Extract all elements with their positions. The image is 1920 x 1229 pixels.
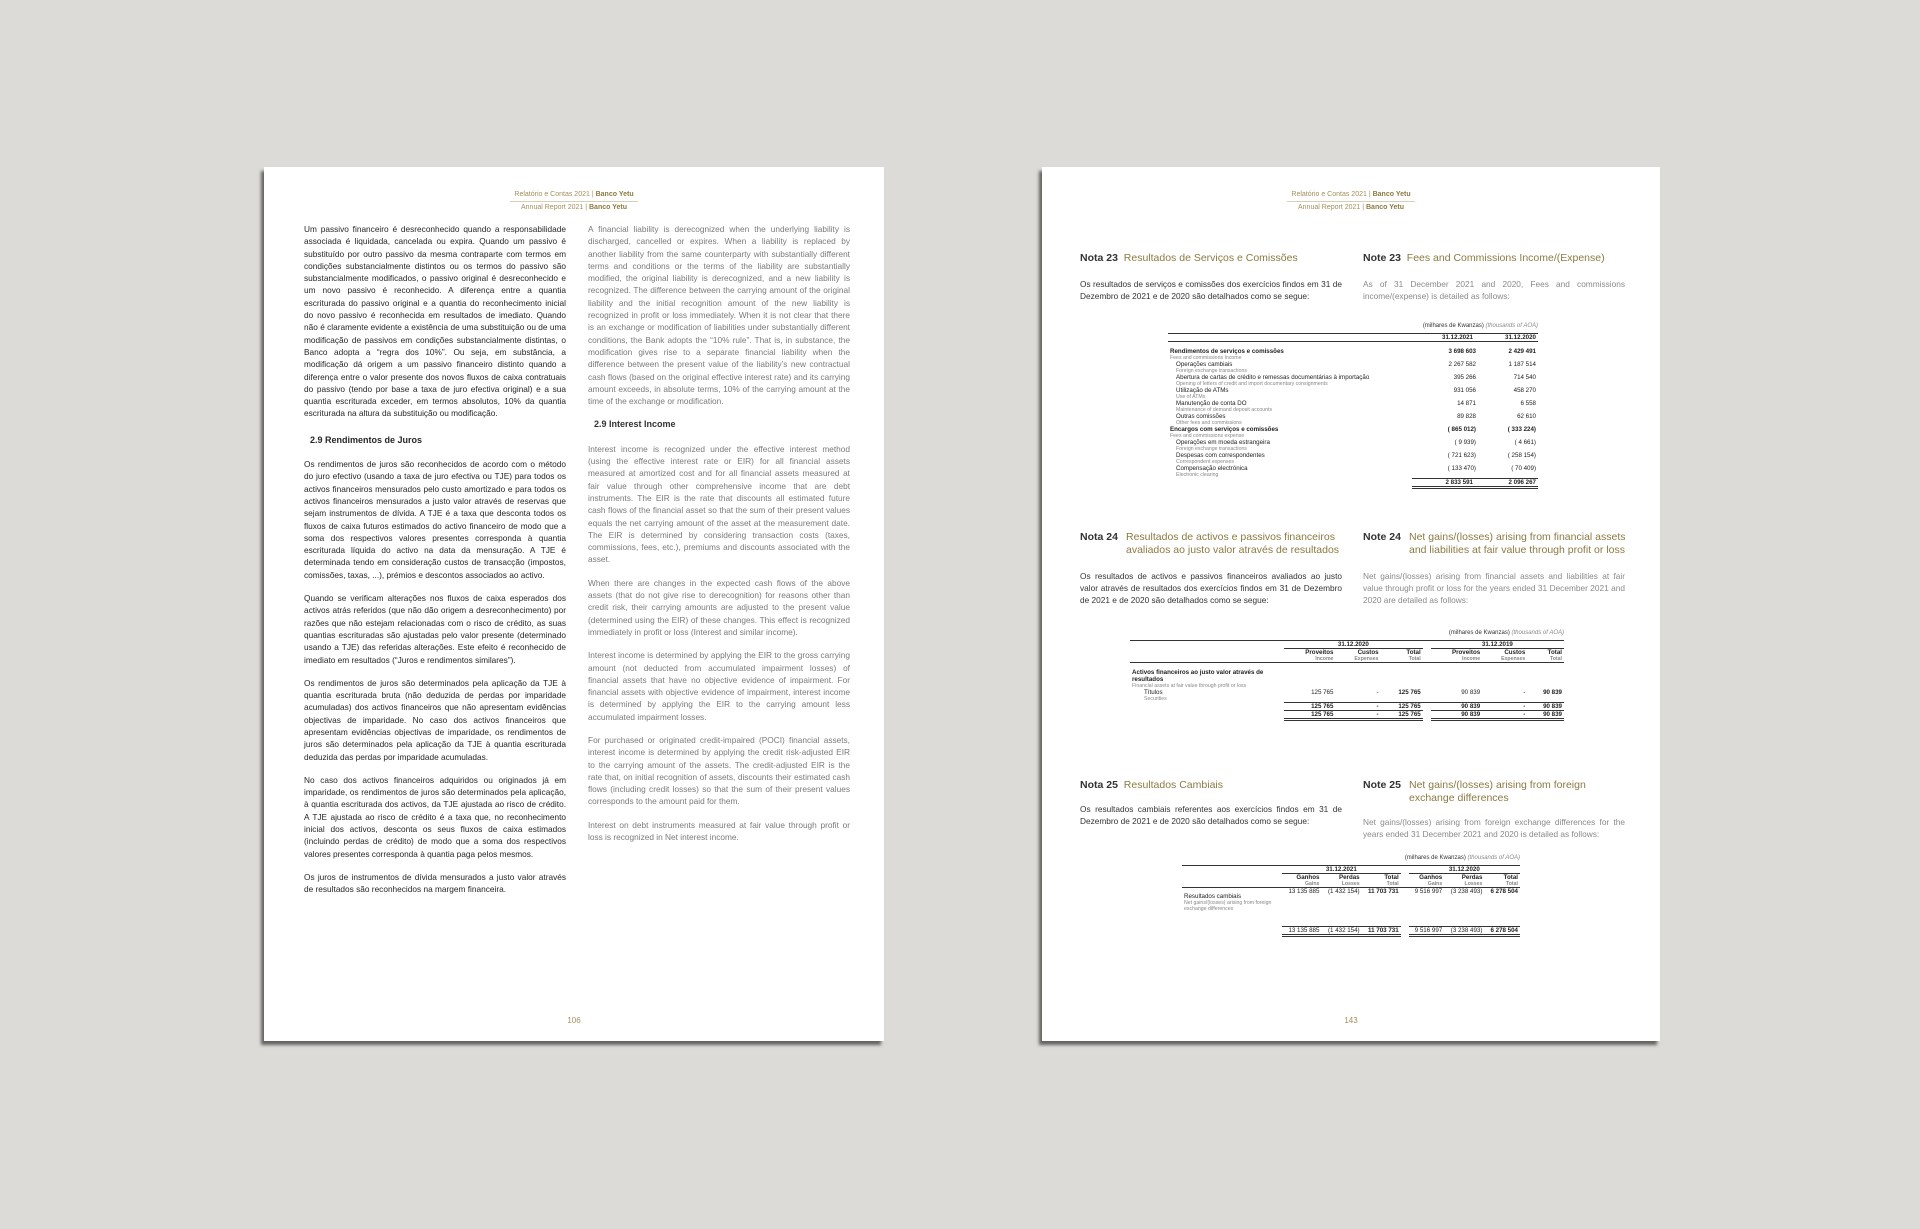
- page-number: 106: [567, 1016, 581, 1025]
- table-row: Despesas com correspondentes Correspondent expenses ( 721 623) ( 258 154): [1176, 452, 1536, 465]
- table-row: Encargos com serviços e comissões Fees and commissions expense ( 865 012) ( 333 224): [1170, 426, 1536, 439]
- note24-title-pt: Nota 24 Resultados de activos e passivos financeiros avaliados ao justo valor através de resultados: [1080, 531, 1340, 556]
- note25-title-en: Note 25 Net gains/(losses) arising from foreign exchange differences: [1363, 779, 1586, 804]
- paragraph: Interest income is recognized under the effective interest method (using the effective interest rate or EIR) for all financial assets measured at amortized cost and for all financial assets measured at fair value through other comprehensive income that are debt instruments. The EIR is the rate that discounts all estimated future cash flows of the financial asset so that the sum of their present values equals the net carrying amount of the asset at the measurement date. The EIR is determined by considering transaction costs (taxes, commissions, fees, etc.), premiums and discounts associated with the asset.: [588, 443, 850, 565]
- table-row: Outras comissões Other fees and commissions 89 828 62 610: [1176, 413, 1536, 426]
- note25-intro-en: Net gains/(losses) arising from foreign exchange differences for the years ended 31 December 2021 and 2020 is detailed as follows:: [1363, 817, 1625, 840]
- note23-intro-en: As of 31 December 2021 and 2020, Fees and commissions income/(expense) is detailed as follows:: [1363, 279, 1625, 302]
- note24-intro-en: Net gains/(losses) arising from financial assets and liabilities at fair value through profit or loss for the years ended 31 December 2021 and 2020 are detailed as follows:: [1363, 571, 1625, 606]
- note23-title-pt: Nota 23 Resultados de Serviços e Comissões: [1080, 252, 1298, 264]
- table-row: 125 765 - 125 765 90 839 - 90 839: [1130, 702, 1564, 710]
- table-row: 13 135 885 (1 432 154) 11 703 731 9 516 997 (3 238 493) 6 278 504: [1182, 926, 1520, 935]
- table-row: Manutenção de conta DO Maintenance of demand deposit accounts 14 871 6 558: [1176, 400, 1536, 413]
- paragraph: Interest income is determined by applying the EIR to the gross carrying amount (not deducted from accumulated impairment losses) of financial assets that have no objective evidence of impairment. For financial assets with objective evidence of impairment, interest income is determined by applying the EIR to the carrying amount less accumulated impairment losses.: [588, 650, 850, 722]
- page-header: Relatório e Contas 2021 | Banco Yetu Annual Report 2021 | Banco Yetu: [1042, 189, 1660, 214]
- section-heading-pt: 2.9 Rendimentos de Juros: [310, 434, 423, 445]
- paragraph: A financial liability is derecognized when the underlying liability is discharged, cancelled or expires. When a liability is replaced by another liability from the same counterparty with substantially different terms and conditions or the terms of the liability are substantially modified, the original liability is derecognized, and a new liability is recognized. The difference between the carrying amount of the original liability and the initial recognition amount of the new liability is recognized in profit or loss immediately. When it is not clear that there is an exchange or modification of liabilities under substantially different conditions, the Bank adopts the “10% rule”. That is, in substance, the modification gives rise to a separate financial liability when the difference between the present value of the liability’s new contractual cash flows (based on the original effective interest rate) and its carrying amount exceeds, in absolute terms, 10% of the carrying amount at the time of the exchange or modification.: [588, 224, 850, 407]
- paragraph: Os rendimentos de juros são determinados pela aplicação da TJE à quantia escriturada bruta (não deduzida de perdas por imparidade acumuladas) dos activos financeiros que não apresentam evidências objectivas de imparidade. No caso dos activos financeiros que apresentam evidências objectivas de imparidade, os rendimentos de juros são determinados pela aplicação da TJE à quantia escriturada deduzida das perdas por imparidade acumuladas.: [304, 677, 566, 762]
- paragraph: Os juros de instrumentos de dívida mensurados a justo valor através de resultados são reconhecidos na margem financeira.: [304, 871, 566, 895]
- note25-title-pt: Nota 25 Resultados Cambiais: [1080, 779, 1223, 791]
- note25-intro-pt: Os resultados cambiais referentes aos exercícios findos em 31 de Dezembro de 2021 e de 2020 são detalhados como se segue:: [1080, 804, 1342, 827]
- section-heading-en: 2.9 Interest Income: [594, 419, 676, 430]
- english-column: [588, 223, 850, 854]
- right-page: [1042, 167, 1660, 1041]
- table-row: Abertura de cartas de crédito e remessas documentárias à importação Opening of letters of credit and import documentary consignments 395 266 714 540: [1176, 374, 1536, 387]
- table-row: Títulos Securities 125 765 - 125 765 90 839 - 90 839: [1144, 689, 1562, 702]
- note25-table: (milhares de Kwanzas) (thousands of AOA) 31.12.2021 31.12.2020 Ganhos Gains Perdas Losses Total Total Ganhos Gains Perdas Losses Total Total Resultados cambiais Net gains/(losses) arising from foreign exchange differences 13 135 885 (1 432 154) 11 703 731 9 516 997 (3 238 493) 6 278 504 13 135 885 (1 432 154) 11 703 731 9 516 997 (3 238 493) 6 278 504: [1184, 855, 1520, 934]
- note23-table: (milhares de Kwanzas) (thousands of AOA) 31.12.2021 31.12.2020 Rendimentos de serviços e comissões Fees and commissions Income 3 698 603 2 429 491 Operações cambiais Foreign exchange transactions 2 267 582 1 187 514 Abertura de cartas de crédito e remessas documentárias à importação Opening of letters of credit and import documentary consignments 395 266 714 540 Utilização de ATMs Use of ATMs 931 056 458 270 Manutenção de conta DO Maintenance of demand deposit accounts 14 871 6 558 Outras comissões Other fees and commissions 89 828 62 610 Encargos com serviços e comissões Fees and commissions expense ( 865 012) ( 333 224) Operações em moeda estrangeira Foreign exchange transactions ( 9 939) ( 4 661) Despesas com correspondentes Correspondent expenses ( 721 623) ( 258 154) Compensação electrónica Electronic clearing ( 133 470) ( 70 409) 2 833 591 2 096 267: [1170, 323, 1538, 486]
- paragraph: Um passivo financeiro é desreconhecido quando a responsabilidade associada é liquidada, cancelada ou expira. Quando um passivo é substituído por outro passivo da mesma contraparte com termos em condições substancialmente distintos ou os termos do passivo são substancialmente modificados, o passivo original é desreconhecido e um novo passivo é reconhecido. A diferença entre a quantia escriturada do passivo original e a quantia do reconhecimento inicial do novo passivo é reconhecida em resultados de imediato. Quando não é claramente evidente a existência de uma substituição ou de uma modificação de passivos em condições substancialmente distintas, o Banco adopta a “regra dos 10%”. Ou seja, em substância, a modificação dá origem a um passivo financeiro distinto quando a diferença entre o valor presente dos novos fluxos de caixa contratuais do passivo (tendo por base a taxa de juro efectiva original) e a sua quantia escriturada exceder, em termos absolutos, 10% da quantia escriturada na altura da substituição ou modificação.: [304, 224, 566, 419]
- portuguese-column: [304, 223, 566, 907]
- paragraph: When there are changes in the expected cash flows of the above assets (that do not give rise to derecognition) for reasons other than credit risk, their carrying amounts are adjusted to the present value (determined using the EIR) of these changes. This effect is recognized immediately in profit or loss (Interest and similar income).: [588, 577, 850, 637]
- table-row: Compensação electrónica Electronic clearing ( 133 470) ( 70 409): [1176, 465, 1536, 478]
- note24-intro-pt: Os resultados de activos e passivos financeiros avaliados ao justo valor através de resultados dos exercícios findos em 31 de Dezembro de 2021 e de 2020 são detalhados como se segue:: [1080, 571, 1342, 606]
- page-header: Relatório e Contas 2021 | Banco Yetu Annual Report 2021 | Banco Yetu: [264, 189, 884, 214]
- left-page: [264, 167, 884, 1041]
- page-number: 143: [1344, 1016, 1358, 1025]
- note24-table: (milhares de Kwanzas) (thousands of AOA) 31.12.2020 31.12.2019 Proveitos Income Custos Expenses Total Total Proveitos Income Custos Expenses Total Total Activos financeiros ao justo valor através de resultados Financial assets at fair value through profit or loss Títulos Securities 125 765 - 125 765 90 839 - 90 839 125 765 - 125 765 90 839 - 90 839 125 765 - 125 765 90 839 - 90 839: [1132, 630, 1564, 718]
- note23-intro-pt: Os resultados de serviços e comissões dos exercícios findos em 31 de Dezembro de 2021 e de 2020 são detalhados como se segue:: [1080, 279, 1342, 302]
- table-row: Operações em moeda estrangeira Foreign exchange transactions ( 9 939) ( 4 661): [1176, 439, 1536, 452]
- table-row: Resultados cambiais Net gains/(losses) arising from foreign exchange differences 13 135 885 (1 432 154) 11 703 731 9 516 997 (3 238 493) 6 278 504: [1184, 888, 1518, 912]
- paragraph: Quando se verificam alterações nos fluxos de caixa esperados dos activos atrás referidos (que não dão origem a desreconhecimento) por razões que não estejam relacionadas com o risco de crédito, as suas quantias escrituradas são ajustadas pelo valor presente (determinado usando a TJE) das referidas alterações. Este efeito é reconhecido de imediato em resultados (“Juros e rendimentos similares”).: [304, 593, 566, 665]
- note23-title-en: Note 23 Fees and Commissions Income/(Expense): [1363, 252, 1605, 264]
- col-header-2020: 31.12.2020: [1475, 334, 1538, 342]
- table-row: Rendimentos de serviços e comissões Fees and commissions Income 3 698 603 2 429 491: [1170, 348, 1536, 361]
- total-2021: 2 833 591: [1412, 479, 1475, 488]
- paragraph: For purchased or originated credit-impaired (POCI) financial assets, interest income is determined by applying the credit risk-adjusted EIR to the carrying amount of the assets. The credit-adjusted EIR is the rate that, on initial recognition of assets, discounts their estimated cash flows (including credit losses) so that the sum of their present values corresponds to the amount paid for them.: [588, 734, 850, 807]
- table-row: Operações cambiais Foreign exchange transactions 2 267 582 1 187 514: [1176, 361, 1536, 374]
- table-row: 125 765 - 125 765 90 839 - 90 839: [1130, 710, 1564, 719]
- note24-title-en: Note 24 Net gains/(losses) arising from financial assets and liabilities at fair value through profit or loss: [1363, 531, 1626, 556]
- total-2020: 2 096 267: [1475, 479, 1538, 488]
- paragraph: Interest on debt instruments measured at fair value through profit or loss is recognized in Net interest income.: [588, 819, 850, 843]
- col-header-2021: 31.12.2021: [1412, 334, 1475, 342]
- table-row: Utilização de ATMs Use of ATMs 931 056 458 270: [1176, 387, 1536, 400]
- paragraph: No caso dos activos financeiros adquiridos ou originados já em imparidade, os rendimentos de juros são determinados pela aplicação, à quantia escriturada dos activos, da TJE ajustada ao risco de crédito. A TJE ajustada ao risco de crédito é a taxa que, no reconhecimento inicial dos activos, desconta os seus fluxos de caixa estimados (incluindo perdas de crédito) de modo que a soma dos respectivos valores presentes corresponda à quantia paga pelos mesmos.: [304, 774, 566, 859]
- paragraph: Os rendimentos de juros são reconhecidos de acordo com o método do juro efectivo (usando a taxa de juro efectiva ou TJE) para todos os activos financeiros mensurados pelo custo amortizado e para todos os activos financeiros mensurados a justo valor através de reservas que sejam instrumentos de dívida. A TJE é a taxa que desconta todos os fluxos de caixa futuros estimados do activo financeiro de modo que a soma dos respectivos valores presentes corresponda à quantia escriturada líquida do activo na data da mensuração. A TJE é determinada tendo em consideração custos de transacção (impostos, comissões, taxas, ...), prémios e descontos associados ao activo.: [304, 459, 566, 580]
